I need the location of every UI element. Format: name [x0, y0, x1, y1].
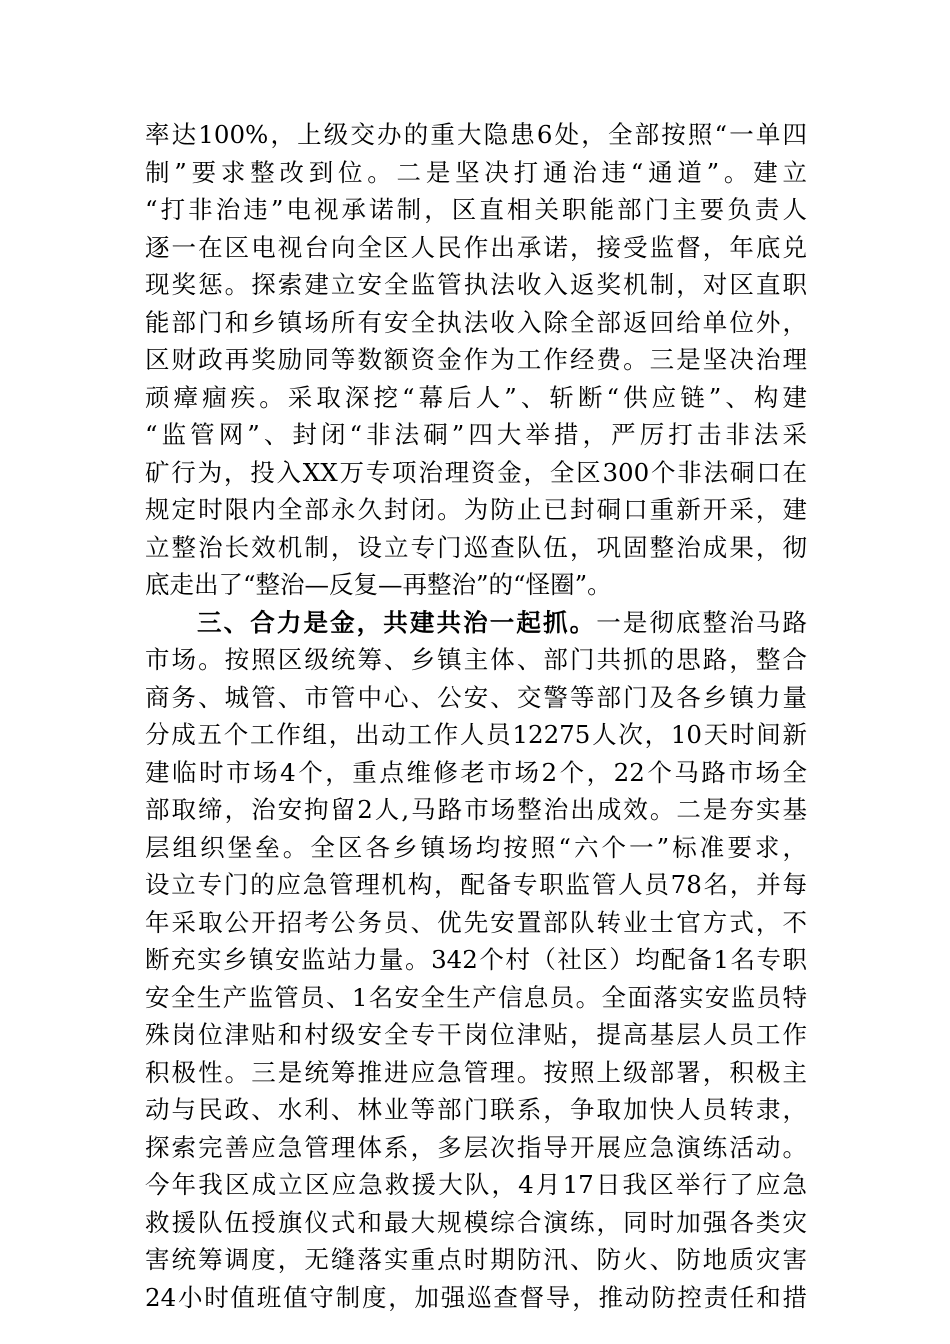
text-line-15: 市场。按照区级统筹、乡镇主体、部门共抓的思路，整合 [145, 645, 807, 674]
text-line-9: “监管网”、封闭“非法硐”四大举措，严厉打击非法采 [145, 420, 807, 449]
text-line-22: 年采取公开招考公务员、优先安置部队转业士官方式，不 [145, 907, 807, 937]
text-line-10: 矿行为，投入XX万专项治理资金，全区300个非法硐口在 [145, 457, 807, 487]
text-line-18: 建临时市场4个，重点维修老市场2个，22个马路市场全 [145, 757, 807, 787]
text-line-20: 层组织堡垒。全区各乡镇场均按照“六个一”标准要求， [145, 832, 807, 862]
text-line-6: 能部门和乡镇场所有安全执法收入除全部返回给单位外， [145, 307, 807, 337]
text-line-11: 规定时限内全部永久封闭。为防止已封硐口重新开采，建 [145, 495, 807, 524]
text-line-12: 立整治长效机制，设立专门巡查队伍，巩固整治成果，彻 [145, 532, 807, 562]
text-line-26: 积极性。三是统筹推进应急管理。按照上级部署，积极主 [145, 1057, 807, 1087]
section-heading-line [145, 604, 807, 642]
text-line-24: 安全生产监管员、1名安全生产信息员。全面落实安监员特 [145, 982, 807, 1012]
heading-tail-text: 一是彻底整治马路 [596, 607, 807, 637]
text-line-32: 24小时值班值守制度，加强巡查督导，推动防控责任和措 [145, 1282, 807, 1312]
text-line-8: 顽瘴痼疾。采取深挖“幕后人”、斩断“供应链”、构建 [145, 382, 807, 412]
text-line-7: 区财政再奖励同等数额资金作为工作经费。三是坚决治理 [145, 345, 807, 374]
text-line-4: 逐一在区电视台向全区人民作出承诺，接受监督，年底兑 [145, 232, 807, 262]
text-line-13: 底走出了“整治—反复—再整治”的“怪圈”。 [145, 570, 612, 599]
text-line-29: 今年我区成立区应急救援大队，4月17日我区举行了应急 [145, 1170, 807, 1199]
text-line-21: 设立专门的应急管理机构，配备专职监管人员78名，并每 [145, 870, 807, 899]
text-line-3: “打非治违”电视承诺制，区直相关职能部门主要负责人 [145, 195, 807, 224]
text-line-31: 害统筹调度，无缝落实重点时期防汛、防火、防地质灾害 [145, 1245, 807, 1274]
text-line-16: 商务、城管、市管中心、公安、交警等部门及各乡镇力量 [145, 682, 807, 712]
text-line-5: 现奖惩。探索建立安全监管执法收入返奖机制，对区直职 [145, 270, 807, 299]
text-line-27: 动与民政、水利、林业等部门联系，争取加快人员转隶， [145, 1095, 807, 1124]
text-line-28: 探索完善应急管理体系，多层次指导开展应急演练活动。 [145, 1132, 807, 1162]
text-line-19: 部取缔，治安拘留2人,马路市场整治出成效。二是夯实基 [145, 795, 807, 824]
text-line-17: 分成五个工作组，出动工作人员12275人次，10天时间新 [145, 720, 807, 749]
text-line-30: 救援队伍授旗仪式和最大规模综合演练，同时加强各类灾 [145, 1207, 807, 1237]
text-line-25: 殊岗位津贴和村级安全专干岗位津贴，提高基层人员工作 [145, 1020, 807, 1049]
section-heading: 三、合力是金，共建共治一起抓。 [197, 607, 597, 637]
text-line-23: 断充实乡镇安监站力量。342个村（社区）均配备1名专职 [145, 945, 807, 974]
body-text [145, 116, 807, 1316]
text-line-2: 制”要求整改到位。二是坚决打通治违“通道”。建立 [145, 157, 807, 187]
text-line-1: 率达100%，上级交办的重大隐患6处，全部按照“一单四 [145, 120, 807, 149]
